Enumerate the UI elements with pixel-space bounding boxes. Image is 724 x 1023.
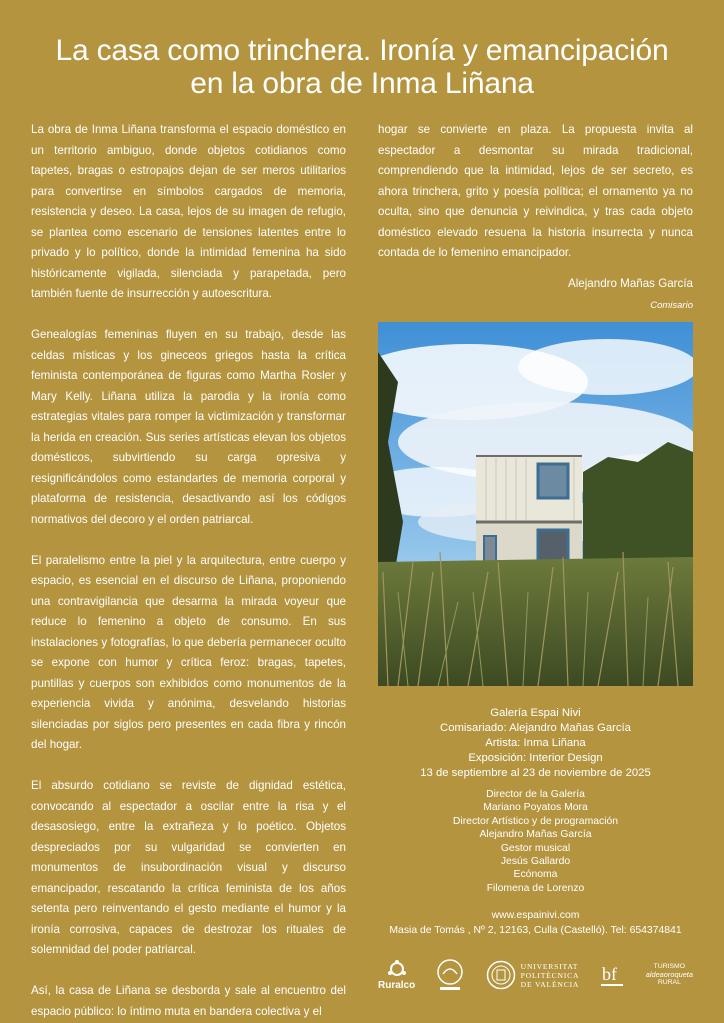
artist-line: Artista: Inma Liñana — [485, 737, 586, 749]
website-link[interactable]: www.espainivi.com — [491, 910, 580, 921]
staff-item: Gestor musical — [500, 842, 571, 854]
upv-line-1: UNIVERSITAT — [520, 961, 579, 971]
exhibition-line: Exposición: Interior Design — [468, 752, 603, 764]
staff-item: Mariano Poyatos Mora — [483, 802, 588, 814]
title-line-1: La casa como trinchera. Ironía y emancipación — [55, 34, 669, 67]
address-line: Masia de Tomás , Nº 2, 12163, Culla (Castelló). Tel: 654374841 — [389, 924, 682, 936]
turismo-logo — [646, 963, 693, 987]
turismo-line-1: TURISMO — [653, 963, 685, 970]
staff-item: Director Artístico y de programación — [452, 815, 619, 827]
svg-text:bf: bf — [602, 964, 618, 984]
upv-line-3: DE VALÈNCIA — [520, 979, 580, 989]
right-column-text: hogar se convierte en plaza. La propuesta invita al espectador a desmontar su mirada tradicional, comprendiendo que la intimidad, lejos de ser secreto, es ahora trinchera, grito y poesía política; el ornamento ya no oculta, sino que denuncia y reivindica, y tras cada objeto doméstico elevado resuena la historia insurrecta y nunca contada de lo femenino emancipador. — [378, 123, 693, 259]
body-paragraph-5: Así, la casa de Liñana se desborda y sale al encuentro del espacio público: lo íntimo muta en bandera colectiva y el — [31, 984, 346, 1018]
sponsor-logos — [378, 952, 693, 998]
body-paragraph-1: La obra de Inma Liñana transforma el espacio doméstico en un territorio ambiguo, donde objetos cotidianos como tapetes, bragas o estropajos dejan de ser meros utilitarios para convertirse en símbolos cargados de memoria, resistencia y deseo. La casa, lejos de su imagen de refugio, se plantea como escenario de tensiones latentes entre lo privado y lo político, donde la intimidad femenina ha sido históricamente vigilada, silenciada y parapetada, pero también fuente de insurrección y autoescritura. — [31, 123, 346, 300]
exhibition-info — [370, 706, 701, 781]
curator-line: Comisariado: Alejandro Mañas García — [440, 722, 631, 734]
upv-seal-icon — [486, 960, 516, 990]
turismo-line-3: RURAL — [657, 979, 681, 986]
title-line-2: en la obra de Inma Liñana — [190, 67, 534, 100]
espai-nivi-logo — [435, 958, 465, 992]
bf-icon — [599, 960, 625, 990]
container-house-photo — [378, 322, 693, 686]
left-column — [31, 120, 346, 1023]
staff-list — [370, 788, 701, 895]
contact-info — [370, 909, 701, 938]
staff-item: Jesús Gallardo — [500, 856, 571, 868]
author-role: Comisario — [650, 300, 693, 311]
staff-item: Alejandro Mañas García — [479, 829, 592, 841]
ruralco-logo — [378, 960, 415, 991]
page-title — [0, 34, 724, 100]
staff-item: Director de la Galería — [486, 789, 585, 800]
dates-line: 13 de septiembre al 23 de noviembre de 2025 — [420, 767, 651, 779]
ruralco-icon — [387, 960, 407, 978]
staff-item: Filomena de Lorenzo — [486, 882, 585, 894]
upv-logo — [486, 960, 580, 990]
bf-logo — [599, 960, 625, 990]
body-paragraph-3: El paralelismo entre la piel y la arquitectura, entre cuerpo y espacio, es esencial en el discurso de Liñana, proponiendo una contravigilancia que desarma la mirada voyeur que reduce lo femenino a objeto de consumo. En sus instalaciones y fotografías, lo que debería permanecer oculto se expone con humor y crítica feroz: bragas, tapetes, puntillas y cuerpos son exhibidos como monumentos de la experiencia vivida y anónima, desvelando historias silenciadas por siglos pero presentes en cada fibra y rincón del hogar. — [31, 553, 346, 751]
staff-item: Ecónoma — [513, 869, 558, 881]
body-paragraph-2: Genealogías femeninas fluyen en su trabajo, desde las celdas místicas y los gineceos griegos hasta la crítica feminista contemporánea de figuras como Martha Rosler y Mary Kelly. Liñana utiliza la parodia y la ironía como estrategias vitales para romper la victimización y transformar la herida en creación. Sus series artísticas elevan los objetos domésticos, subvirtiendo su carga opresiva y resignificándolos como estandartes de memoria corporal y plataforma de resistencia, desactivando así los códigos normativos del decoro y el orden patriarcal. — [31, 328, 346, 526]
exhibition-photo — [378, 322, 693, 686]
gallery-name: Galería Espai Nivi — [490, 707, 581, 719]
espai-nivi-icon — [435, 958, 465, 992]
turismo-line-2: aldeaoroqueta — [645, 970, 693, 979]
author-name: Alejandro Mañas García — [567, 277, 693, 290]
ruralco-label: Ruralco — [378, 979, 416, 991]
upv-line-2: POLITÈCNICA — [520, 970, 580, 980]
upv-text — [521, 962, 580, 989]
body-paragraph-4: El absurdo cotidiano se reviste de dignidad estética, convocando al espectador a oscilar entre la risa y el desasosiego, entre la extrañeza y lo poético. Objetos despreciados por su vulgaridad se convierten en monumentos de insubordinación visual y discurso emancipador, rescatando la crítica feminista de los años setenta pero reinventando el gesto mediante el humor y la ironía corrosiva, capaces de destrozar los rituales de solemnidad del poder patriarcal. — [31, 779, 346, 956]
